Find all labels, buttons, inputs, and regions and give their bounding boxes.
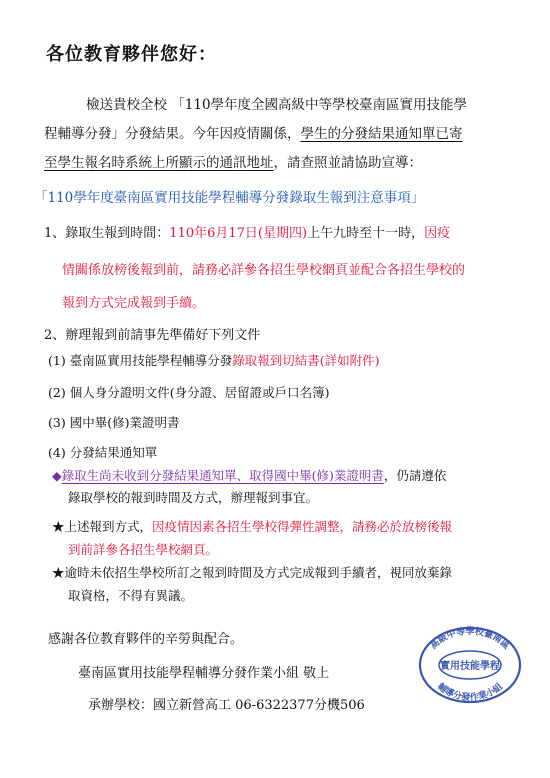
section-1-line-3: 報到方式完成報到手續。 xyxy=(62,296,206,311)
list-item-number: (2) xyxy=(48,385,66,400)
note-star-2-text: 逾時未依招生學校所訂之報到時間及方式完成報到手續者，視同放棄錄 xyxy=(64,565,453,580)
list-item-text: 分發結果通知單 xyxy=(69,445,158,460)
star-bullet-icon: ★ xyxy=(52,565,65,580)
section-1-red-tail: 因疫 xyxy=(424,226,451,241)
report-time: 上午九時至十一時， xyxy=(307,226,425,241)
note-star-2-line-2: 取資格，不得有異議。 xyxy=(68,588,194,603)
svg-text:高級中等學校臺南區 xyxy=(427,626,512,652)
note-diamond-purple: 錄取生尚未收到分發結果通知單、取得國中畢(修)業證明書 xyxy=(61,468,384,483)
report-date: 110年6月17日(星期四) xyxy=(169,226,308,241)
list-item-text: 臺南區實用技能學程輔導分發 xyxy=(69,353,233,368)
note-star-1-line-1 xyxy=(52,517,452,535)
note-star-1-line-2: 到前詳參各招生學校網頁。 xyxy=(68,542,219,557)
seal-bottom-text: 輔導分發作業小組 xyxy=(435,682,505,704)
note-diamond-line-1 xyxy=(52,466,446,484)
notice-title: 「110學年度臺南區實用技能學程輔導分發錄取生報到注意事項」 xyxy=(34,190,425,206)
star-bullet-icon: ★ xyxy=(52,519,65,534)
school-contact: 承辦學校：國立新營高工 06-6322377分機506 xyxy=(88,698,365,713)
section-1-line-1 xyxy=(44,222,450,241)
note-star-1-text: 上述報到方式， xyxy=(64,519,153,534)
list-item-number: (3) xyxy=(48,415,66,430)
official-seal-icon xyxy=(418,626,522,704)
list-item-number: (1) xyxy=(48,353,66,368)
note-diamond-line-2: 錄取學校的報到時間及方式，辦理報到事宜。 xyxy=(68,490,319,505)
list-item xyxy=(48,443,157,461)
note-star-1-red: 因疫情因素各招生學校得彈性調整，請務必於放榜後報 xyxy=(152,519,453,534)
intro-underlined-2: 至學生報名時系統上所顯示的通訊地址 xyxy=(44,155,274,171)
intro-line-3-text: ，請查照並請協助宣導： xyxy=(273,155,422,171)
thanks-line: 感謝各位教育夥伴的辛勞與配合。 xyxy=(48,632,244,647)
seal-top-text: 高級中等學校臺南區 xyxy=(428,627,512,652)
seal-center-text: 實用技能學程 xyxy=(440,661,500,672)
note-diamond-text: ，仍請遵依 xyxy=(383,468,447,483)
list-item xyxy=(48,383,329,401)
intro-underlined-1: 學生的分發結果通知單已寄 xyxy=(300,126,463,142)
intro-line-1: 檢送貴校全校 「110學年度全國高級中等學校臺南區實用技能學 xyxy=(86,97,468,113)
list-item xyxy=(48,351,379,369)
section-1-line-2: 情關係放榜後報到前，請務必詳參各招生學校網頁並配合各招生學校的 xyxy=(62,263,466,278)
intro-line-2-text: 程輔導分發」分發結果。今年因疫情關係， xyxy=(44,126,301,142)
diamond-bullet-icon: ◆ xyxy=(52,468,62,483)
list-item-text: 個人身分證明文件(身分證、居留證或戶口名簿) xyxy=(69,385,330,400)
signature-line: 臺南區實用技能學程輔導分發作業小組 敬上 xyxy=(78,666,330,681)
svg-text:輔導分發作業小組 xyxy=(435,680,505,703)
list-item-number: (4) xyxy=(48,445,66,460)
list-item-text-red: 錄取報到切結書(詳如附件) xyxy=(232,353,380,368)
greeting: 各位教育夥伴您好： xyxy=(46,44,217,65)
intro-line-2 xyxy=(44,122,463,142)
intro-line-3 xyxy=(44,151,422,171)
note-star-2-line-1 xyxy=(52,563,452,581)
list-item xyxy=(48,413,179,431)
list-item-text: 國中畢(修)業證明書 xyxy=(69,415,180,430)
section-2-heading: 2、辦理報到前請事先準備好下列文件 xyxy=(44,328,261,343)
section-1-prefix: 1、錄取生報到時間： xyxy=(44,226,170,241)
